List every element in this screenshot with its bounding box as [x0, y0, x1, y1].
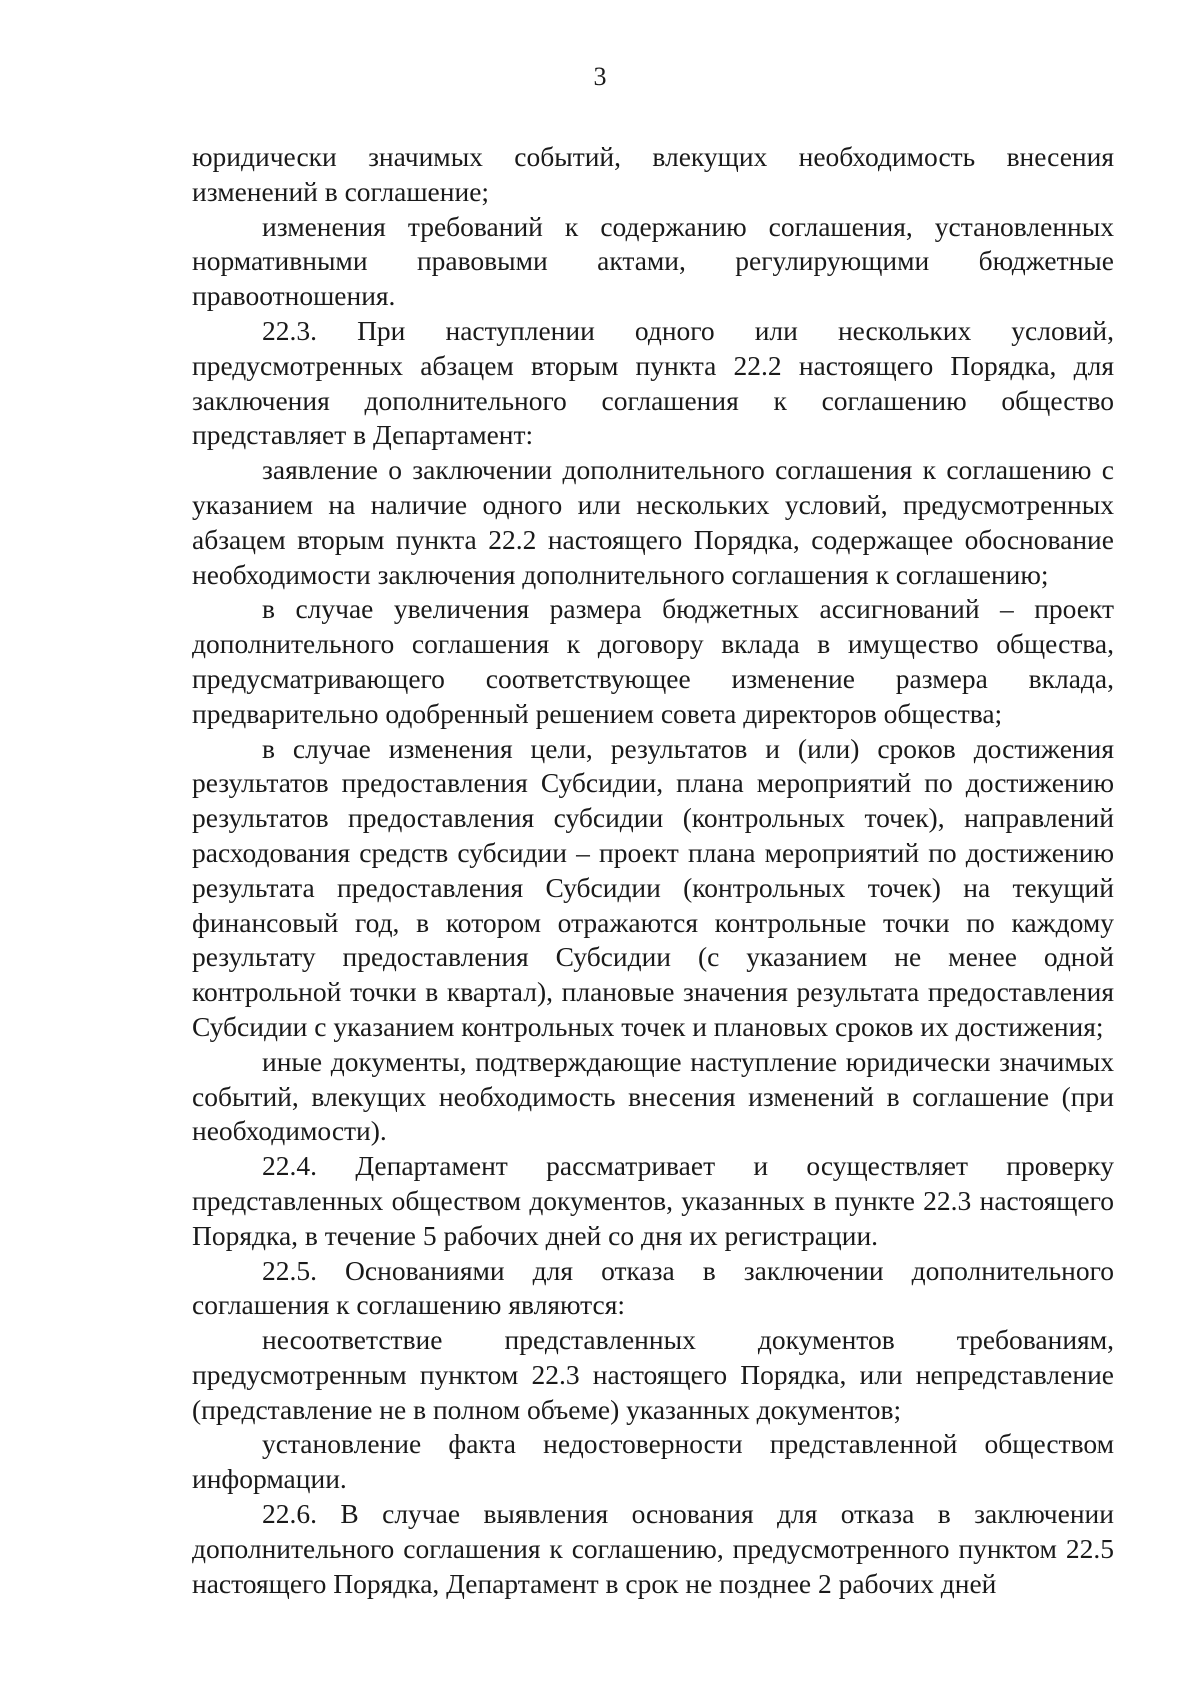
paragraph: 22.3. При наступлении одного или нескольких условий, предусмотренных абзацем вторым пункта 22.2 настоящего Порядка, для заключения дополнительного соглашения к соглашению общество представляет в Департамент: — [192, 314, 1114, 451]
paragraph: 22.5. Основаниями для отказа в заключении дополнительного соглашения к соглашению являются: — [192, 1254, 1114, 1321]
paragraph: в случае изменения цели, результатов и (или) сроков достижения результатов предоставления Субсидии, плана мероприятий по достижению результатов предоставления субсидии (контрольных точек), направлений расходования средств субсидии – проект плана мероприятий по достижению результата предоставления Субсидии (контрольных точек) на текущий финансовый год, в котором отражаются контрольные точки по каждому результату предоставления Субсидии (с указанием не менее одной контрольной точки в квартал), плановые значения результата предоставления Субсидии с указанием контрольных точек и плановых сроков их достижения; — [192, 732, 1114, 1042]
paragraph: установление факта недостоверности представленной обществом информации. — [192, 1428, 1114, 1495]
document-body — [192, 140, 1114, 1601]
paragraph: заявление о заключении дополнительного соглашения к соглашению с указанием на наличие одного или нескольких условий, предусмотренных абзацем вторым пункта 22.2 настоящего Порядка, содержащее обоснование необходимости заключения дополнительного соглашения к соглашению; — [192, 454, 1114, 590]
paragraph: 22.6. В случае выявления основания для отказа в заключении дополнительного соглашения к соглашению, предусмотренного пунктом 22.5 настоящего Порядка, Департамент в срок не позднее 2 рабочих дней — [192, 1498, 1114, 1599]
paragraph: юридически значимых событий, влекущих необходимость внесения изменений в соглашение; — [192, 141, 1114, 207]
paragraph: изменения требований к содержанию соглашения, установленных нормативными правовыми актами, регулирующими бюджетные правоотношения. — [192, 210, 1114, 312]
paragraph: иные документы, подтверждающие наступление юридически значимых событий, влекущих необходимость внесения изменений в соглашение (при необходимости). — [192, 1045, 1114, 1147]
paragraph: 22.4. Департамент рассматривает и осуществляет проверку представленных обществом документов, указанных в пункте 22.3 настоящего Порядка, в течение 5 рабочих дней со дня их регистрации. — [192, 1150, 1114, 1251]
page-number: 3 — [593, 62, 607, 91]
paragraph: в случае увеличения размера бюджетных ассигнований – проект дополнительного соглашения к договору вклада в имущество общества, предусматривающего соответствующее изменение размера вклада, предварительно одобренный решением совета директоров общества; — [192, 593, 1114, 729]
paragraph: несоответствие представленных документов требованиям, предусмотренным пунктом 22.3 настоящего Порядка, или непредставление (представление не в полном объеме) указанных документов; — [192, 1324, 1114, 1425]
